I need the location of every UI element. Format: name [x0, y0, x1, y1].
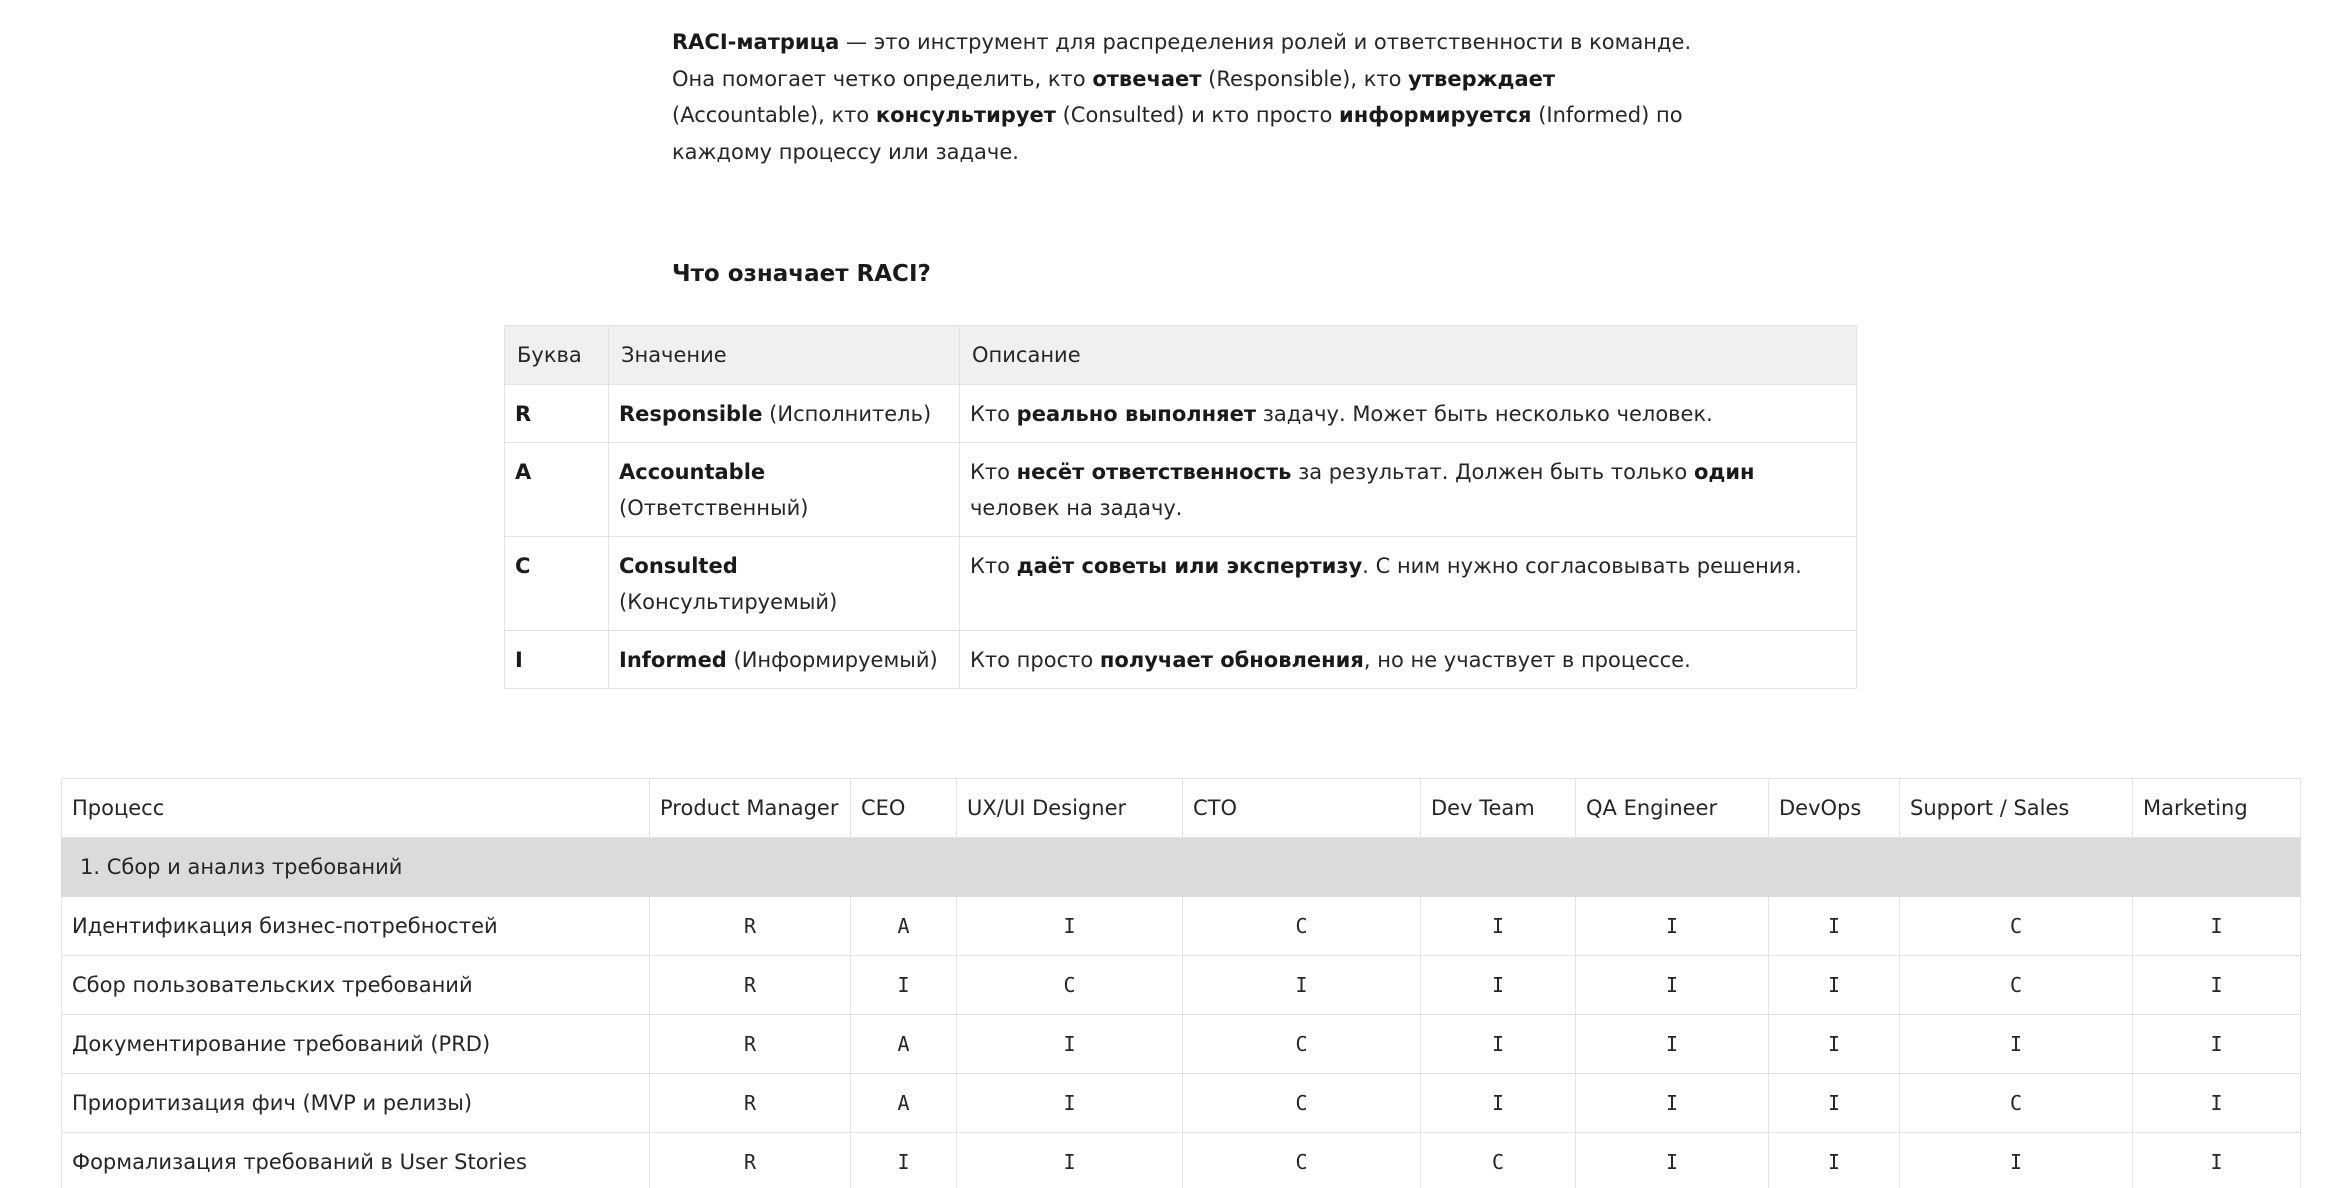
process-table-body [62, 838, 2301, 1188]
legend-desc-bold: один [1693, 460, 1755, 484]
legend-letter-text: I [515, 648, 523, 672]
section-empty-cell [1183, 838, 1421, 897]
raci-cell: I [957, 1133, 1183, 1188]
process-name: Идентификация бизнес-потребностей [62, 897, 650, 956]
section-empty-cell [2133, 838, 2301, 897]
legend-description [960, 443, 1857, 537]
header-support-sales: Support / Sales [1900, 779, 2133, 838]
raci-cell: I [1769, 897, 1900, 956]
raci-cell: C [1183, 897, 1421, 956]
intro-text: (Responsible), кто [1201, 66, 1409, 91]
intro-text: (Accountable), кто [672, 103, 876, 127]
legend-value [609, 537, 960, 631]
legend-desc-bold: даёт советы или экспертизу [1016, 554, 1363, 578]
header-qa-engineer: QA Engineer [1576, 779, 1769, 838]
table-row [62, 1133, 2301, 1188]
intro-text: (Consulted) и кто просто [1055, 103, 1340, 127]
legend-header-value: Значение [609, 326, 960, 385]
raci-cell: I [851, 1133, 957, 1188]
header-marketing: Marketing [2133, 779, 2301, 838]
raci-cell: I [1769, 956, 1900, 1015]
raci-cell: I [1576, 1015, 1769, 1074]
raci-cell: I [957, 1015, 1183, 1074]
raci-cell: C [957, 956, 1183, 1015]
legend-letter [505, 631, 609, 689]
intro-bold-responsible: отвечает [1092, 66, 1202, 91]
raci-legend-table [504, 325, 1857, 689]
raci-cell: C [1183, 1133, 1421, 1188]
section-empty-cell [851, 838, 957, 897]
legend-letter [505, 385, 609, 443]
raci-cell: I [2133, 1015, 2301, 1074]
raci-cell: C [1900, 897, 2133, 956]
raci-cell: I [2133, 1074, 2301, 1133]
legend-letter [505, 443, 609, 537]
raci-cell: C [1900, 1074, 2133, 1133]
section-heading: Что означает RACI? [672, 261, 931, 287]
legend-description [960, 385, 1857, 443]
raci-cell: I [957, 897, 1183, 956]
legend-row [505, 631, 1857, 689]
legend-header-row [505, 326, 1857, 385]
legend-desc-bold: несёт ответственность [1016, 460, 1292, 484]
intro-text: (Informed) по каждому процессу или задаче. [672, 103, 1683, 164]
raci-cell: I [1421, 1015, 1576, 1074]
legend-value-translation: (Консультируемый) [619, 590, 838, 614]
raci-cell: I [1576, 1074, 1769, 1133]
table-row [62, 1074, 2301, 1133]
raci-cell: A [851, 1015, 957, 1074]
intro-bold-consulted: консультирует [875, 103, 1056, 127]
raci-cell: I [1769, 1015, 1900, 1074]
raci-cell: I [1900, 1133, 2133, 1188]
legend-letter-text: R [515, 402, 532, 426]
header-cto: CTO [1183, 779, 1421, 838]
legend-header-letter: Буква [505, 326, 609, 385]
raci-cell: A [851, 897, 957, 956]
legend-desc-text: . С ним нужно согласовывать решения. [1362, 554, 1802, 578]
legend-description [960, 631, 1857, 689]
legend-description [960, 537, 1857, 631]
raci-cell: I [1576, 897, 1769, 956]
raci-cell: C [1183, 1015, 1421, 1074]
section-empty-cell [650, 838, 851, 897]
raci-cell: I [1576, 956, 1769, 1015]
process-name: Сбор пользовательских требований [62, 956, 650, 1015]
intro-term: RACI-матрица [672, 30, 840, 54]
raci-process-table [61, 778, 2301, 1188]
header-ux-ui-designer: UX/UI Designer [957, 779, 1183, 838]
header-process: Процесс [62, 779, 650, 838]
section-empty-cell [1421, 838, 1576, 897]
raci-cell: I [1576, 1133, 1769, 1188]
raci-cell: I [2133, 1133, 2301, 1188]
raci-cell: I [957, 1074, 1183, 1133]
raci-cell: I [1421, 956, 1576, 1015]
process-name: Приоритизация фич (MVP и релизы) [62, 1074, 650, 1133]
legend-row [505, 537, 1857, 631]
legend-row [505, 385, 1857, 443]
legend-header-description: Описание [960, 326, 1857, 385]
legend-desc-text: задачу. Может быть несколько человек. [1256, 402, 1713, 426]
raci-cell: A [851, 1074, 957, 1133]
raci-cell: R [650, 1133, 851, 1188]
legend-desc-text: Кто [970, 554, 1017, 578]
raci-cell: I [1900, 1015, 2133, 1074]
raci-cell: C [1421, 1133, 1576, 1188]
legend-desc-text: Кто просто [970, 648, 1100, 672]
legend-desc-bold: получает обновления [1099, 648, 1364, 672]
legend-value [609, 385, 960, 443]
table-row [62, 1015, 2301, 1074]
legend-desc-text: за результат. Должен быть только [1291, 460, 1694, 484]
intro-bold-accountable: утверждает [1408, 66, 1556, 91]
raci-cell: R [650, 1015, 851, 1074]
raci-cell: I [851, 956, 957, 1015]
raci-cell: R [650, 897, 851, 956]
legend-value-term: Responsible [619, 402, 763, 426]
table-row [62, 956, 2301, 1015]
section-title: 1. Сбор и анализ требований [62, 838, 650, 897]
raci-cell: R [650, 956, 851, 1015]
raci-cell: I [1769, 1074, 1900, 1133]
intro-paragraph [672, 24, 1712, 170]
legend-desc-text: , но не участвует в процессе. [1363, 648, 1691, 672]
legend-value-term: Consulted [619, 554, 738, 578]
legend-value [609, 631, 960, 689]
legend-desc-bold: реально выполняет [1016, 402, 1257, 426]
raci-cell: I [1183, 956, 1421, 1015]
raci-cell: I [2133, 897, 2301, 956]
process-name: Формализация требований в User Stories [62, 1133, 650, 1188]
raci-cell: R [650, 1074, 851, 1133]
legend-letter-text: A [515, 460, 532, 484]
intro-text: — это инструмент для распределения ролей и ответственности в команде. Она помогает четко определить, кто [672, 30, 1692, 91]
legend-value-term: Accountable [619, 460, 766, 484]
header-devops: DevOps [1769, 779, 1900, 838]
legend-letter-text: C [515, 554, 531, 578]
raci-cell: I [2133, 956, 2301, 1015]
header-ceo: CEO [851, 779, 957, 838]
process-name: Документирование требований (PRD) [62, 1015, 650, 1074]
legend-letter [505, 537, 609, 631]
legend-value-translation: (Исполнитель) [762, 402, 932, 426]
intro-bold-informed: информируется [1339, 103, 1532, 127]
section-empty-cell [957, 838, 1183, 897]
process-header-row [62, 779, 2301, 838]
raci-cell: I [1421, 1074, 1576, 1133]
header-product-manager: Product Manager [650, 779, 851, 838]
legend-desc-text: Кто [970, 402, 1017, 426]
legend-value [609, 443, 960, 537]
table-row [62, 897, 2301, 956]
section-empty-cell [1576, 838, 1769, 897]
raci-cell: I [1769, 1133, 1900, 1188]
section-empty-cell [1900, 838, 2133, 897]
legend-row [505, 443, 1857, 537]
section-empty-cell [1769, 838, 1900, 897]
raci-cell: I [1421, 897, 1576, 956]
raci-cell: C [1183, 1074, 1421, 1133]
legend-desc-text: человек на задачу. [970, 496, 1183, 520]
legend-desc-text: Кто [970, 460, 1017, 484]
legend-value-term: Informed [619, 648, 727, 672]
raci-cell: C [1900, 956, 2133, 1015]
section-row [62, 838, 2301, 897]
header-dev-team: Dev Team [1421, 779, 1576, 838]
legend-value-translation: (Информируемый) [726, 648, 938, 672]
legend-value-translation: (Ответственный) [619, 496, 809, 520]
